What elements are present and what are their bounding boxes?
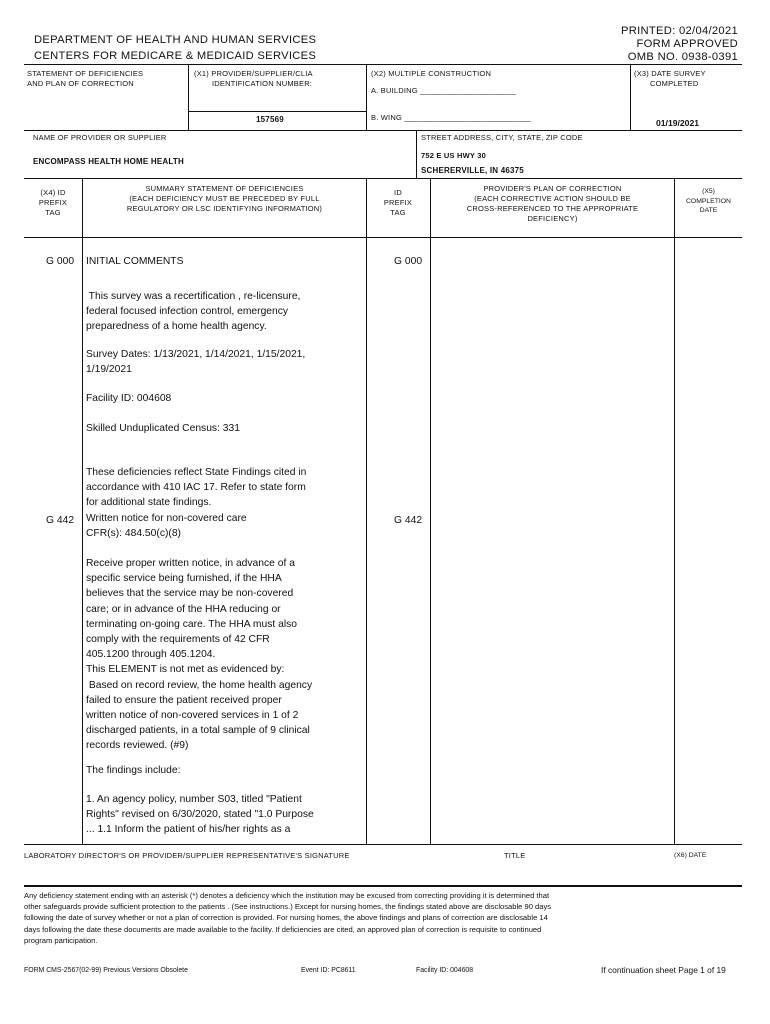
- rule: [24, 64, 742, 65]
- x4-header-line: TAG: [45, 208, 61, 217]
- x2-wing: B. WING _____________________________: [371, 113, 532, 122]
- x4-header-line: PREFIX: [38, 198, 68, 207]
- text-line: This ELEMENT is not met as evidenced by:: [86, 664, 285, 676]
- initial-comments-heading: INITIAL COMMENTS: [86, 256, 184, 267]
- text-line: records reviewed. (#9): [86, 740, 189, 752]
- survey-description: [86, 289, 300, 335]
- x6-date-label: (X6) DATE: [674, 852, 707, 859]
- title-label: TITLE: [504, 851, 526, 860]
- summary-header-line: REGULATORY OR LSC IDENTIFYING INFORMATION): [126, 204, 323, 213]
- rule: [188, 64, 189, 130]
- x1-label: (X1) PROVIDER/SUPPLIER/CLIA: [194, 69, 313, 78]
- x2-building: A. BUILDING ______________________: [371, 86, 517, 95]
- text-line: accordance with 410 IAC 17. Refer to state form: [86, 482, 306, 494]
- statement-label: AND PLAN OF CORRECTION: [27, 79, 134, 88]
- summary-header: [83, 184, 366, 214]
- rule: [416, 130, 417, 178]
- id-prefix-header: [366, 188, 430, 218]
- x5-header-line: (X5): [702, 188, 715, 195]
- facility-id-text: Facility ID: 004608: [86, 393, 172, 404]
- disclaimer-line: other safeguards provide sufficient protection to the patients . (See instructions.) Except for nursing homes, the findings stated above are disclosable 90 days: [24, 902, 552, 912]
- text-line: federal focused infection control, emergency: [86, 306, 289, 318]
- text-line: terminating on-going care. The HHA must also: [86, 618, 298, 630]
- rule: [366, 178, 367, 844]
- disclaimer: [24, 890, 742, 946]
- plan-header: [431, 184, 674, 224]
- x4-header-line: (X4) ID: [40, 188, 66, 197]
- disclaimer-line: following the date of survey whether or not a plan of correction is provided. For nursing homes, the above findings and plans of correction are disclosable 14: [24, 913, 548, 923]
- plan-header-line: CROSS-REFERENCED TO THE APPROPRIATE: [466, 204, 639, 213]
- text-line: written notice of non-covered services in 1 of 2: [86, 710, 299, 722]
- text-line: This survey was a recertification , re-licensure,: [86, 291, 301, 302]
- rule: [24, 130, 742, 131]
- id-header-line: PREFIX: [383, 198, 413, 207]
- form-number: FORM CMS-2567(02-99) Previous Versions Obsolete: [24, 967, 188, 974]
- x2-label: (X2) MULTIPLE CONSTRUCTION: [371, 69, 492, 78]
- plan-header-line: PROVIDER'S PLAN OF CORRECTION: [483, 184, 622, 193]
- rule: [82, 178, 83, 844]
- text-line: for additional state findings.: [86, 497, 212, 509]
- summary-header-line: (EACH DEFICIENCY MUST BE PRECEDED BY FULL: [129, 194, 320, 203]
- x1-label: IDENTIFICATION NUMBER:: [212, 79, 313, 88]
- g442-heading: Written notice for non-covered care: [86, 512, 247, 524]
- id-header-line: ID: [394, 188, 402, 197]
- x5-header-line: DATE: [699, 207, 718, 214]
- rule: [24, 178, 742, 179]
- agency-title: CENTERS FOR MEDICARE & MEDICAID SERVICES: [34, 50, 317, 62]
- x5-header-line: COMPLETION: [686, 197, 731, 205]
- rule: [430, 178, 431, 844]
- text-line: preparedness of a home health agency.: [86, 321, 267, 333]
- text-line: specific service being furnished, if the HHA: [86, 573, 282, 585]
- text-line: ... 1.1 Inform the patient of his/her rights as a: [86, 824, 291, 836]
- g442-description: [86, 556, 312, 754]
- state-findings-text: [86, 465, 306, 541]
- text-line: Survey Dates: 1/13/2021, 1/14/2021, 1/15/2021,: [86, 349, 306, 360]
- text-line: 405.1200 through 405.1204.: [86, 649, 216, 661]
- rule: [24, 237, 742, 238]
- findings-include: The findings include:: [86, 765, 181, 776]
- text-line: Based on record review, the home health agency: [86, 679, 313, 691]
- survey-dates: [86, 347, 305, 377]
- policy-text: [86, 792, 314, 838]
- page-number: If continuation sheet Page 1 of 19: [601, 965, 726, 975]
- tag-g000-left: G 000: [46, 256, 75, 267]
- g442-cfr: CFR(s): 484.50(c)(8): [86, 527, 181, 539]
- department-title: DEPARTMENT OF HEALTH AND HUMAN SERVICES: [34, 34, 317, 46]
- x4-header: [24, 188, 82, 218]
- x3-label: (X3) DATE SURVEY: [634, 69, 706, 78]
- provider-name: ENCOMPASS HEALTH HOME HEALTH: [33, 157, 184, 166]
- tag-g442-left: G 442: [46, 515, 75, 526]
- text-line: These deficiencies reflect State Findings cited in: [86, 467, 307, 478]
- tag-g442-right: G 442: [394, 515, 423, 526]
- address-street: 752 E US HWY 30: [421, 151, 486, 160]
- survey-completed-date: 01/19/2021: [656, 118, 700, 128]
- form-approved: FORM APPROVED: [636, 38, 738, 50]
- statement-label: STATEMENT OF DEFICIENCIES: [27, 69, 144, 78]
- provider-id-number: 157569: [256, 115, 284, 124]
- text-line: Rights" revised on 6/30/2020, stated "1.0 Purpose: [86, 809, 314, 821]
- rule: [674, 178, 675, 844]
- text-line: care; or in advance of the HHA reducing or: [86, 603, 281, 615]
- text-line: Receive proper written notice, in advance of a: [86, 558, 295, 569]
- rule: [630, 64, 631, 130]
- event-id: Event ID: PC8611: [301, 967, 356, 974]
- text-line: failed to ensure the patient received proper: [86, 694, 282, 706]
- omb-number: OMB NO. 0938-0391: [627, 51, 738, 63]
- address-city: SCHERERVILLE, IN 46375: [421, 166, 524, 175]
- text-line: 1. An agency policy, number S03, titled "Patient: [86, 794, 302, 805]
- printed-date: PRINTED: 02/04/2021: [620, 25, 738, 37]
- facility-id-footer: Facility ID: 004608: [416, 967, 474, 974]
- rule: [189, 111, 366, 112]
- rule: [24, 844, 742, 845]
- text-line: discharged patients, in a total sample of 9 clinical: [86, 725, 310, 737]
- id-header-line: TAG: [390, 208, 406, 217]
- summary-header-line: SUMMARY STATEMENT OF DEFICIENCIES: [145, 184, 304, 193]
- text-line: 1/19/2021: [86, 364, 132, 376]
- rule: [24, 885, 742, 887]
- signature-label: LABORATORY DIRECTOR'S OR PROVIDER/SUPPLIER REPRESENTATIVE'S SIGNATURE: [24, 851, 350, 860]
- plan-header-line: DEFICIENCY): [527, 214, 578, 223]
- text-line: believes that the service may be non-covered: [86, 588, 294, 600]
- rule: [366, 64, 367, 130]
- x5-header: [675, 187, 742, 216]
- tag-g000-right: G 000: [394, 256, 423, 267]
- disclaimer-line: Any deficiency statement ending with an asterisk (*) denotes a deficiency which the institution may be excused from correcting providing it is determined that: [24, 891, 550, 900]
- disclaimer-line: days following the date these documents are made available to the facility. If deficiencies are cited, an approved plan of correction is requisite to continued: [24, 924, 542, 934]
- text-line: comply with the requirements of 42 CFR: [86, 634, 270, 646]
- provider-name-label: NAME OF PROVIDER OR SUPPLIER: [33, 133, 167, 142]
- disclaimer-line: program participation.: [24, 935, 98, 945]
- address-label: STREET ADDRESS, CITY, STATE, ZIP CODE: [421, 133, 583, 142]
- census-text: Skilled Unduplicated Census: 331: [86, 423, 240, 434]
- plan-header-line: (EACH CORRECTIVE ACTION SHOULD BE: [474, 194, 631, 203]
- x3-label: COMPLETED: [650, 79, 699, 88]
